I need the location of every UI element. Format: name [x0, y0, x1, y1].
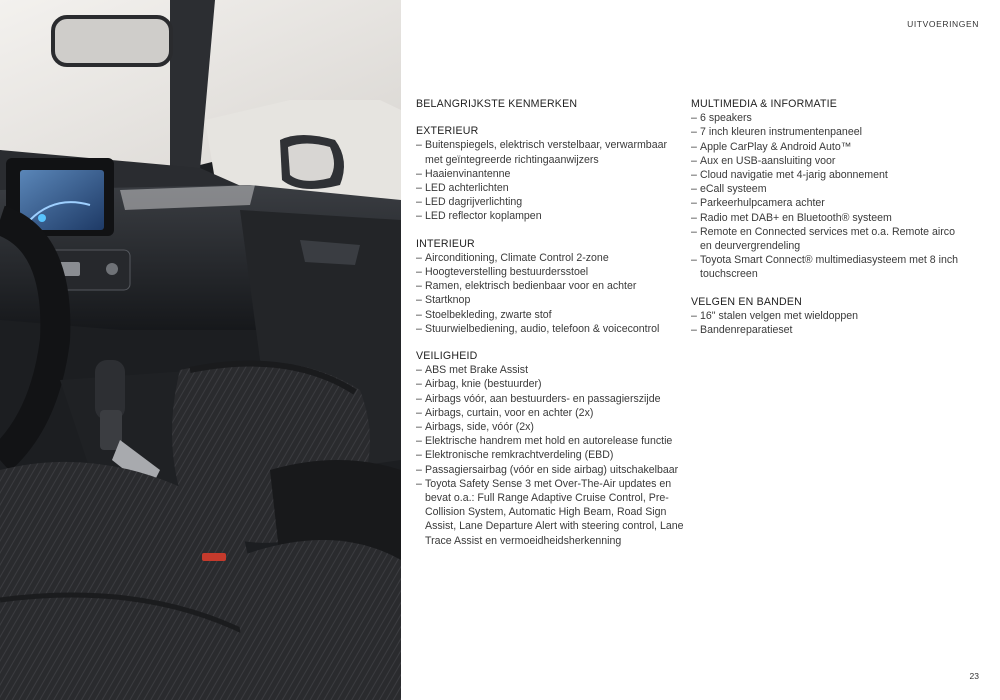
- list-item: – Airbag, knie (bestuurder): [416, 377, 686, 391]
- section-veiligheid: [416, 349, 686, 548]
- list-item: – Toyota Smart Connect® multimediasysteem met 8 inch touchscreen: [691, 253, 961, 281]
- list-item: – Elektrische handrem met hold en autorelease functie: [416, 434, 686, 448]
- list-item: – Bandenreparatieset: [691, 323, 961, 337]
- list-item: – 6 speakers: [691, 111, 961, 125]
- section-title: VEILIGHEID: [416, 350, 478, 363]
- section-velgen-banden: [691, 295, 961, 338]
- section-title: MULTIMEDIA & INFORMATIE: [691, 98, 838, 110]
- list-item: – Airbags, side, vóór (2x): [416, 420, 686, 434]
- feature-list: [691, 111, 961, 281]
- main-title: BELANGRIJKSTE KENMERKEN: [416, 98, 578, 110]
- list-item: – ABS met Brake Assist: [416, 363, 686, 377]
- page-number: 23: [969, 671, 979, 681]
- list-item: – Aux en USB-aansluiting voor: [691, 154, 961, 168]
- list-item: – LED achterlichten: [416, 181, 686, 195]
- list-item: – 16" stalen velgen met wieldoppen: [691, 309, 961, 323]
- features-left-column: [416, 97, 686, 561]
- list-item: – Passagiersairbag (vóór en side airbag) uitschakelbaar: [416, 463, 686, 477]
- list-item: – Apple CarPlay & Android Auto™: [691, 140, 961, 154]
- list-item: – LED dagrijverlichting: [416, 195, 686, 209]
- section-header: UITVOERINGEN: [907, 19, 979, 29]
- list-item: – Startknop: [416, 293, 686, 307]
- feature-list: [416, 251, 686, 336]
- section-exterieur: [416, 124, 686, 223]
- section-multimedia: [691, 97, 961, 282]
- section-title: VELGEN EN BANDEN: [691, 295, 802, 308]
- list-item: – Cloud navigatie met 4-jarig abonnement: [691, 168, 961, 182]
- list-item: – Airbags vóór, aan bestuurders- en passagierszijde: [416, 392, 686, 406]
- car-interior-illustration: [0, 0, 401, 700]
- list-item: – Airconditioning, Climate Control 2-zone: [416, 251, 686, 265]
- list-item: – LED reflector koplampen: [416, 209, 686, 223]
- section-title: INTERIEUR: [416, 237, 475, 250]
- features-right-column: [691, 97, 961, 350]
- list-item: – 7 inch kleuren instrumentenpaneel: [691, 125, 961, 139]
- list-item: – Hoogteverstelling bestuurdersstoel: [416, 265, 686, 279]
- list-item: – Elektronische remkrachtverdeling (EBD): [416, 448, 686, 462]
- list-item: – Stoelbekleding, zwarte stof: [416, 308, 686, 322]
- section-interieur: [416, 237, 686, 336]
- section-title: EXTERIEUR: [416, 125, 479, 138]
- list-item: – Parkeerhulpcamera achter: [691, 196, 961, 210]
- feature-list: [691, 309, 961, 337]
- list-item: – Buitenspiegels, elektrisch verstelbaar, verwarmbaar met geïntegreerde richtingaanwijzers: [416, 138, 686, 166]
- list-item: – Toyota Safety Sense 3 met Over-The-Air updates en bevat o.a.: Full Range Adaptive Cruise Control, Pre-Collision System, Automatic High Beam, Road Sign Assist, Lane Departure Alert with steering control, Lane Trace Assist en vermoeidheidsherkenning: [416, 477, 686, 548]
- list-item: – Haaienvinantenne: [416, 167, 686, 181]
- list-item: – Ramen, elektrisch bedienbaar voor en achter: [416, 279, 686, 293]
- feature-list: [416, 363, 686, 548]
- list-item: – Radio met DAB+ en Bluetooth® systeem: [691, 211, 961, 225]
- list-item: – eCall systeem: [691, 182, 961, 196]
- feature-list: [416, 138, 686, 223]
- list-item: – Airbags, curtain, voor en achter (2x): [416, 406, 686, 420]
- car-interior-photo: [0, 0, 401, 700]
- list-item: – Remote en Connected services met o.a. Remote airco en deurvergrendeling: [691, 225, 961, 253]
- list-item: – Stuurwielbediening, audio, telefoon & voicecontrol: [416, 322, 686, 336]
